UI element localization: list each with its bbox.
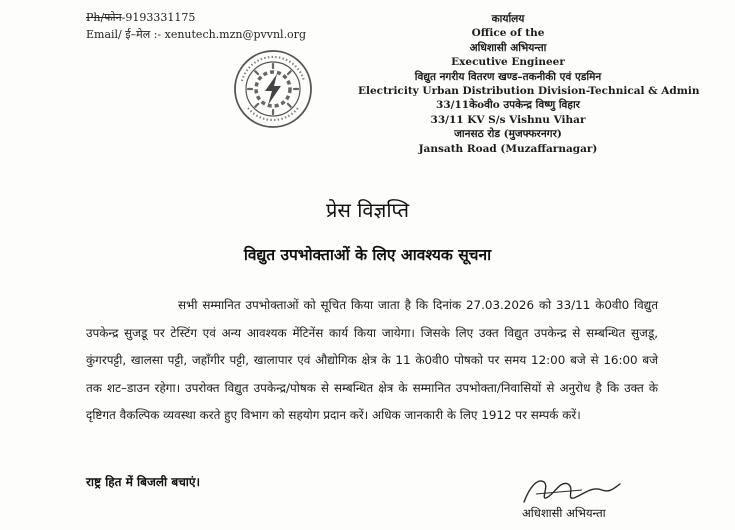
signatory-title: अधिशासी अभियन्ता [522,506,606,520]
office-line: Executive Engineer [451,56,565,69]
page-title: प्रेस विज्ञप्ति [325,198,410,222]
office-line: Office of the [471,27,545,40]
office-line: 33/11केoवीo उपकेन्द्र विष्णु विहार [436,99,580,112]
notice-body: सभी सम्मानित उपभोक्ताओं को सूचित किया जाता है कि दिनांक 27.03.2026 को 33/11 के0वी0 विद्युत उपकेन्द्र सुजडू पर टेस्टिंग एवं अन्य आवश्यक मेंटिनेंस कार्य किया जायेगा। जिसके लिए उक्त विद्युत उपकेन्द्र से सम्बन्धित सुजडू, कुंगरपट्टी, खालसा पट्टी, जहाँगीर पट्टी, खालापार एवं औद्योगिक क्षेत्र के 11 के0वी0 पोषको पर समय 12:00 बजे से 16:00 बजे तक शट–डाउन रहेगा। उपरोक्त विद्युत उपकेन्द्र/पोषक से सम्बन्धित क्षेत्र के सम्मानित उपभोक्ता/निवासियों से अनुरोध है कि उक्त के दृष्टिगत वैकल्पिक व्यवस्था करते हुए विभाग को सहयोग प्रदान करें। अधिक जानकारी के लिए 1912 पर सम्पर्क करें। [86,298,658,422]
office-line: विद्युत नगरीय वितरण खण्ड–तकनीकी एवं एडमिन [414,70,602,83]
email-value: xenutech.mzn@pvvnl.org [164,28,306,41]
office-line: Jansath Road (Muzaffarnagar) [418,142,598,155]
office-line: जानसठ रोड (मुजफ्फरनगर) [454,128,562,141]
office-line: कार्यालय [491,13,525,25]
phone-line [86,9,306,26]
office-line: 33/11 KV S/s Vishnu Vihar [430,113,586,126]
phone-label: Ph/फोन [86,11,122,24]
office-line: अधिशासी अभियन्ता [469,41,547,54]
phone-number: -9193331175 [121,11,196,24]
page-subtitle: विद्युत उपभोक्ताओं के लिए आवश्यक सूचना [243,246,492,264]
office-address [358,12,700,156]
email-line [86,26,306,43]
contact-block [86,9,306,43]
email-label: Email/ ई–मेल :- [86,28,162,41]
slogan: राष्ट्र हित में बिजली बचाएं। [86,475,201,489]
signature-icon [516,472,626,508]
pvvnl-logo-icon [232,48,314,130]
office-line: Electricity Urban Distribution Division-Technical & Admin [358,85,700,98]
